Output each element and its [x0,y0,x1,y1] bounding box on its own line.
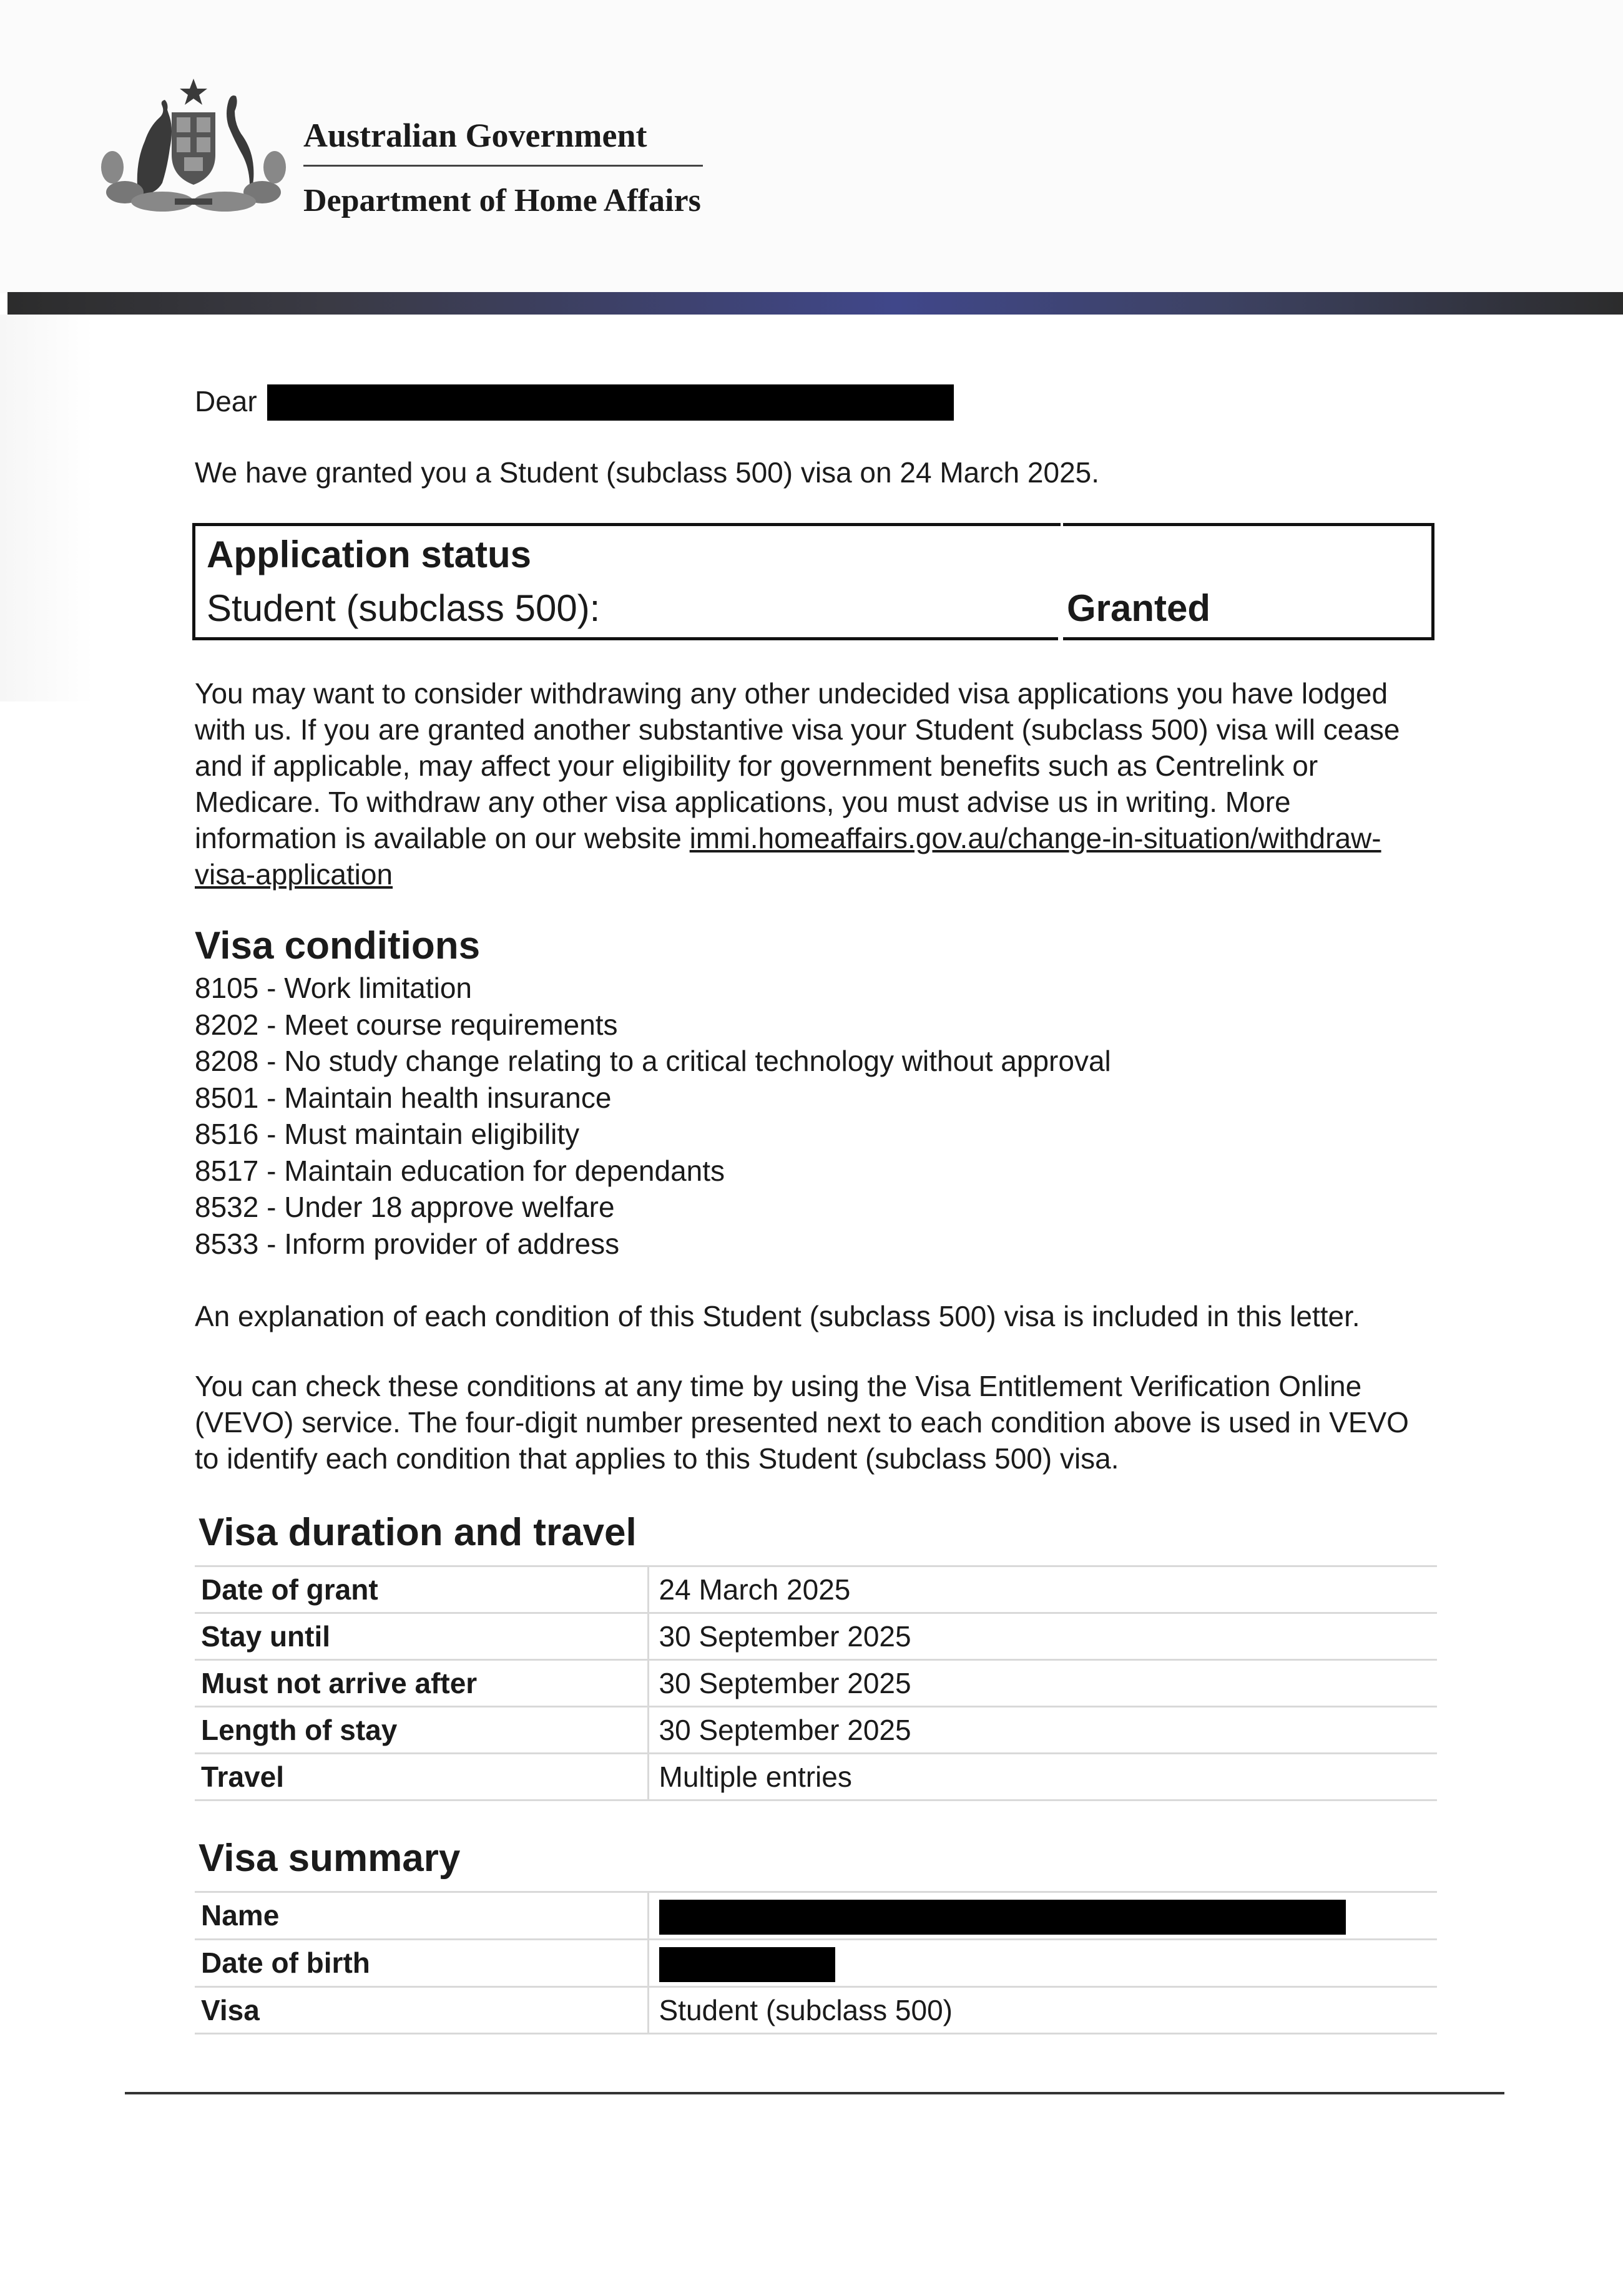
vevo-note: You can check these conditions at any time by using the Visa Entitlement Verification Online (VEVO) service. The four-digit number presented next to each condition above is used in VEVO to identify each condition that applies to this Student (subclass 500) visa. [195,1370,1409,1475]
application-status-value: Granted [1067,587,1211,629]
visa-summary-heading: Visa summary [199,1837,461,1880]
withdraw-notice [195,675,1406,892]
duration-label: Length of stay [195,1707,648,1754]
summary-value [648,1892,1437,1940]
table-row [195,1986,1437,2033]
letterhead [0,0,1623,293]
salutation: Dear [195,385,257,418]
duration-value: Multiple entries [648,1754,1437,1800]
agency-line-government: Australian Government [303,115,703,167]
condition-item: 8533 - Inform provider of address [195,1227,620,1260]
condition-item: 8501 - Maintain health insurance [195,1081,612,1114]
table-row [195,1566,1437,1613]
summary-label: Visa [195,1986,648,2033]
status-box-top-split [1061,523,1063,528]
summary-label: Name [195,1892,648,1940]
summary-label: Date of birth [195,1939,648,1986]
condition-item: 8532 - Under 18 approve welfare [195,1191,615,1223]
table-row [195,1939,1437,1986]
table-row [195,1707,1437,1754]
agency-line-department: Department of Home Affairs [303,183,701,218]
application-status-box [192,523,1434,640]
duration-value: 24 March 2025 [648,1566,1437,1613]
duration-label: Date of grant [195,1566,648,1613]
duration-value: 30 September 2025 [648,1613,1437,1660]
table-row [195,1660,1437,1707]
duration-label: Must not arrive after [195,1660,648,1707]
header-band [7,292,1623,315]
visa-conditions-heading: Visa conditions [195,924,481,967]
visa-duration-heading: Visa duration and travel [199,1511,637,1554]
agency-name [303,115,703,222]
visa-duration-table [195,1565,1437,1801]
coat-of-arms-icon [100,74,287,217]
application-status-title: Application status [207,534,532,575]
date-of-birth-redaction [659,1947,835,1982]
table-row [195,1754,1437,1800]
condition-item: 8202 - Meet course requirements [195,1008,618,1041]
grant-intro: We have granted you a Student (subclass 500) visa on 24 March 2025. [195,456,1100,489]
duration-label: Stay until [195,1613,648,1660]
duration-label: Travel [195,1754,648,1800]
condition-item: 8516 - Must maintain eligibility [195,1118,580,1150]
visa-conditions-list [195,970,1111,1262]
visa-summary-table [195,1891,1437,2035]
duration-value: 30 September 2025 [648,1660,1437,1707]
summary-value: Student (subclass 500) [648,1986,1437,2033]
status-box-bottom-split [1058,637,1063,640]
duration-value: 30 September 2025 [648,1707,1437,1754]
name-redaction [659,1900,1346,1935]
withdraw-visa-application-link[interactable]: immi.homeaffairs.gov.au/change-in-situation/withdraw-visa-application [195,822,1381,891]
table-row [195,1613,1437,1660]
condition-item: 8105 - Work limitation [195,972,472,1004]
condition-item: 8208 - No study change relating to a critical technology without approval [195,1045,1111,1077]
summary-value [648,1939,1437,1986]
margin-shade [0,315,94,701]
recipient-name-redaction [267,384,954,421]
application-status-visa-label: Student (subclass 500): [207,587,601,629]
footer-rule [125,2092,1504,2094]
conditions-explanation: An explanation of each condition of this Student (subclass 500) visa is included in this letter. [195,1300,1360,1332]
condition-item: 8517 - Maintain education for dependants [195,1154,725,1187]
withdraw-notice-text: You may want to consider withdrawing any other undecided visa applications you have lodged with us. If you are granted another substantive visa your Student (subclass 500) visa will cease and if applicable, may affect your eligibility for government benefits such as Centrelink or Medicare. To withdraw any other visa applications, you must advise us in writing. More information is available on our website [195,677,1400,854]
table-row [195,1892,1437,1940]
